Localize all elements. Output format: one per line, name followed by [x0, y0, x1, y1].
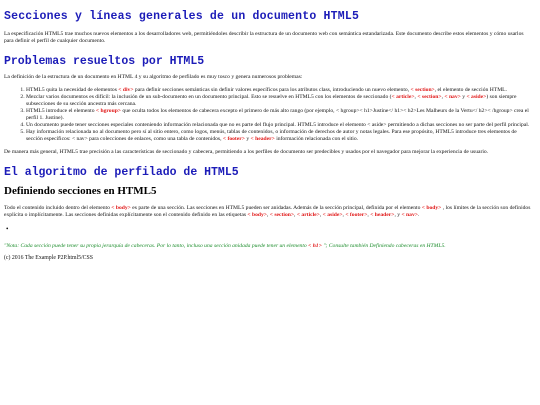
problems-list: [4, 87, 534, 143]
tag-code: < hgroup>: [95, 108, 121, 115]
tag-code: < aside>: [466, 94, 487, 101]
footer-copyright: (c) 2016 The Example P2P.html5/CSS: [4, 254, 93, 261]
page-title: Secciones y líneas generales de un documento HTML5: [4, 10, 360, 23]
subsection-heading-definiendo: Definiendo secciones en HTML5: [4, 185, 157, 198]
tag-code: < aside>: [322, 212, 343, 219]
intro-paragraph: La especificación HTML5 trae muchos nuevos elementos a los desarrolladores web, permitiéndoles describir la estructura de un documento web con semántica estandarizada. Este documento describe estos elementos y cómo usarlos para definir el perfil de cualquier documento.: [4, 31, 524, 45]
section-heading-algoritmo: El algoritmo de perfilado de HTML5: [4, 166, 239, 180]
tag-code: < header>: [250, 136, 275, 143]
bullet-point: •: [6, 224, 9, 233]
tag-code: < section>: [417, 94, 442, 101]
list-item: 4. Un documento puede tener secciones especiales conteniendo información relacionada que no es parte del flujo principal. HTML5 introduce el elemento < aside> permitiendo a dichas secciones no ser parte del perfil principal.: [26, 122, 534, 129]
list-item: 2. Mezclar varios documentos es difícil: la inclusión de un sub-documento en un documento principal. Esto se resuelve en HTML5 con los elementos de seccionado (< article>, < section>, < nav> y < aside>) son siempre subsecciones de su sección ancestra más cercana.: [26, 94, 534, 108]
definiendo-paragraph: Todo el contenido incluido dentro del elemento < body> es parte de una sección. Las secciones en HTML5 pueden ser anidadas. Además de la sección principal, definida por el elemento < body> , los límites de la sección son definidos explícita o implícitamente. Las secciones definidas explícitamente son el contenido definido en las etiquetas < body>, < section>, < article>, < aside>, < footer>, < header>, y < nav>.: [4, 205, 531, 219]
tag-code: < article>: [391, 94, 415, 101]
tag-code: < footer>: [222, 136, 245, 143]
list-item: 1. HTML5 quita la necesidad de elementos < div> para definir secciones semánticas sin definir valores específicos para los atributos class, introduciendo un nuevo elemento, < section>, el elemento de sección HTML.: [26, 87, 534, 94]
tag-code: < body>: [111, 205, 131, 212]
tag-code: < h1>: [308, 242, 322, 249]
list-item: 3. HTML5 introduce el elemento < hgroup> que oculta todos los elementos de cabecera excepto el primero de más alto rango (por ejemplo, < hgroup>< h1>Justine</ h1>< h2>Les Malheurs de la Vertu</ h2>< /hgroup> crea el perfil 1. Justine).: [26, 108, 534, 122]
tag-code: < section>: [410, 87, 435, 94]
tag-code: < body>: [421, 205, 442, 212]
problemas-intro: La definición de la estructura de un documento en HTML 4 y su algoritmo de perfilado es muy tosco y genera numerosos problemas:: [4, 74, 303, 81]
list-item: 5. Hay información relacionada no al documento pero sí al sitio entero, como logos, menús, tablas de contenidos, o información de derechos de autor y notas legales. Para ese propósito, HTML5 introduce tres elementos de sección específicos: < nav> para colecciones de enlaces, como una tabla de contenidos, < footer> y < header> información relacionada con el sitio.: [26, 129, 534, 143]
tag-code: < div>: [118, 87, 134, 94]
tag-code: < section>: [269, 212, 295, 219]
note-paragraph: "Nota: Cada sección puede tener su propia jerarquía de cabeceras. Por lo tanto, incluso una sección anidada puede tener un elemento < h1> "; Consulte también Definiendo cabeceras en HTML5.: [4, 242, 446, 249]
section-heading-problemas: Problemas resueltos por HTML5: [4, 55, 205, 69]
tag-code: < header>: [370, 212, 395, 219]
tag-code: < nav>: [444, 94, 461, 101]
tag-code: < body>: [247, 212, 267, 219]
conclusion-paragraph: De manera más general, HTML5 trae precisión a las características de seccionado y cabecera, permitiendo a los perfiles de documento ser predecibles y usados por el navegador para mejorar la experiencia de usuario.: [4, 149, 489, 156]
tag-code: < footer>: [345, 212, 368, 219]
tag-code: < article>: [296, 212, 320, 219]
tag-code: < nav>: [401, 212, 418, 219]
